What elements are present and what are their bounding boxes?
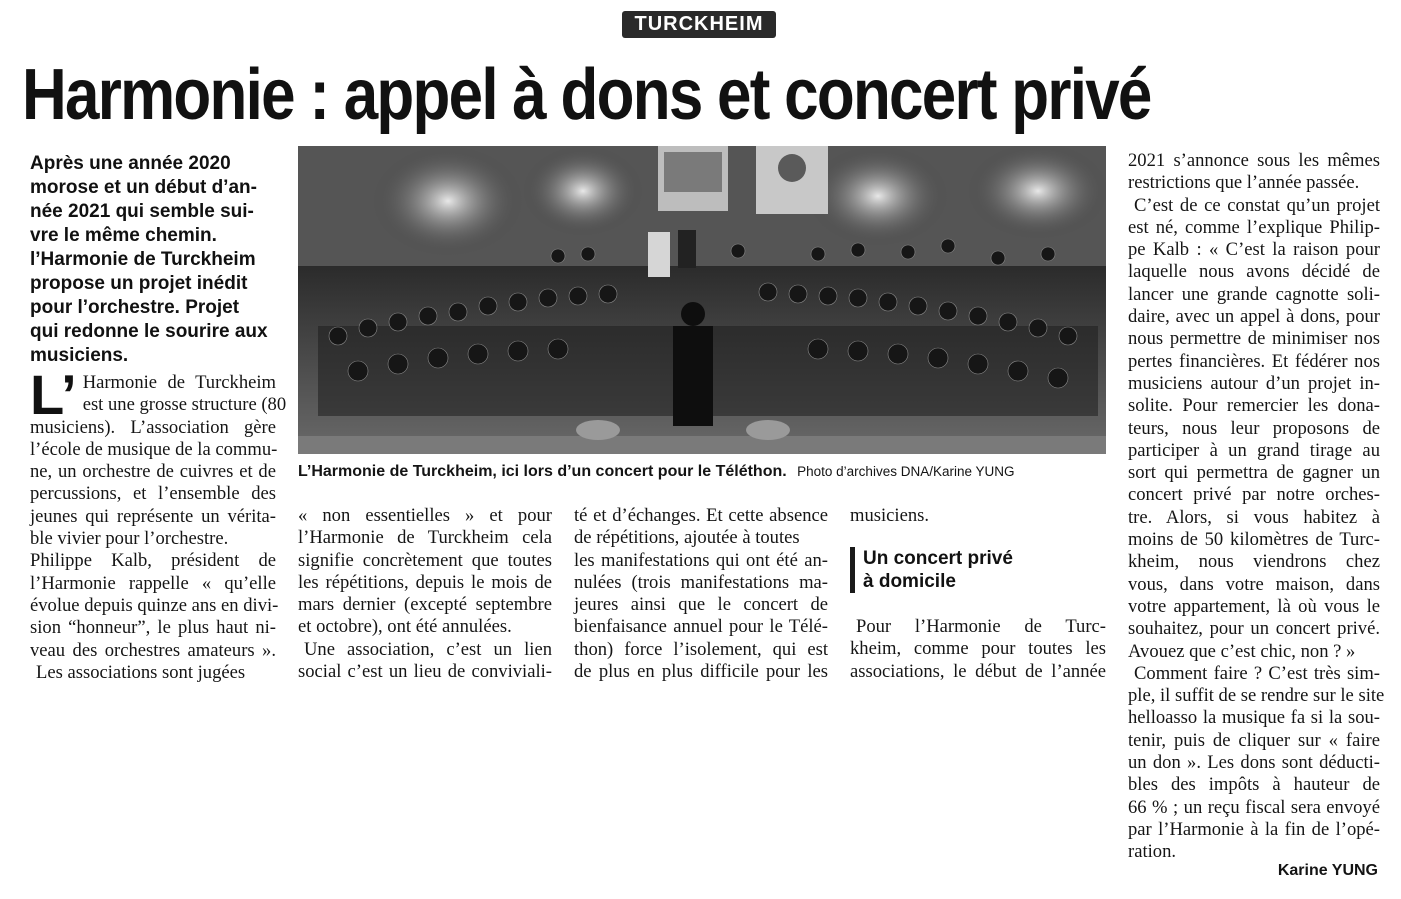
text-line: Harmonie de Turckheim [82,372,276,393]
text-line: Les associations sont jugées [36,661,246,683]
body-column-1 [30,363,287,684]
concert-photo [298,146,1106,454]
drop-cap: L’ [30,363,77,426]
text-line: ple, il suffit de se rendre sur le site [1128,685,1385,707]
text-line: helloasso la musique fa si la sou- [1128,707,1380,729]
photo-credit: Photo d’archives DNA/Karine YUNG [797,464,1015,479]
lead-line: musiciens. [30,345,129,366]
subheading [850,547,1103,593]
text-line: lancer une grande cagnotte soli- [1128,283,1380,305]
text-line: restrictions que l’année passée. [1128,172,1360,194]
text-line: social c’est un lieu de conviviali- [298,661,552,683]
text-line: moins de 50 kilomètres de Turc- [1128,529,1380,551]
text-line: jeunes qui représente un vérita- [30,505,276,527]
caption-text: L’Harmonie de Turckheim, ici lors d’un concert pour le Téléthon. [298,463,787,480]
body-column-4-top [850,505,1106,527]
text-line: Avouez que c’est chic, non ? » [1128,640,1356,662]
subheading-line: Un concert privé [863,548,1013,569]
headline: Harmonie : appel à dons et concert privé [22,55,1151,135]
text-line: musiciens. [850,505,930,526]
text-line: C’est de ce constat qu’un projet [1134,194,1380,216]
text-line: sion “honneur”, le plus haut ni- [30,617,276,639]
text-line: mars dernier (excepté septembre [298,594,552,616]
text-line: évolue depuis quinze ans en divi- [30,594,279,616]
photo-caption [298,459,1106,485]
text-line: signifie concrètement que toutes [298,549,552,571]
text-line: thon) force l’isolement, qui est [574,638,828,660]
text-line: l’Harmonie rappelle « qu’elle [30,572,276,594]
text-line: de répétitions, ajoutée à toutes [574,527,800,549]
text-line: té et d’échanges. Et cette absence [574,505,828,526]
text-line: participer à un grand tirage au [1128,439,1380,461]
text-line: et octobre), ont été annulées. [298,616,512,638]
text-line: musiciens autour d’un projet in- [1128,372,1380,394]
text-line: 66 % ; un reçu fiscal sera envoyé [1128,796,1380,818]
text-line: pe Kalb : « C’est la raison pour [1128,239,1380,261]
text-line: ble vivier pour l’orchestre. [30,528,229,550]
text-line: votre appartement, là où vous le [1128,595,1380,617]
lead-line: Après une année 2020 [30,153,231,174]
text-line: ration. [1128,841,1177,863]
subheading-line: à domicile [863,571,956,592]
text-line: veau des orchestres amateurs ». [30,639,276,661]
author-byline: Karine YUNG [1277,862,1378,879]
text-line: l’Harmonie de Turckheim cela [298,527,552,549]
text-line: associations, le début de l’année [850,660,1106,682]
section-kicker: TURCKHEIM [622,11,776,38]
text-line: teurs, nous leur proposons de [1128,417,1380,439]
lead-line: vre le même chemin. [30,225,217,246]
text-line: tenir, puis de cliquer sur « faire [1128,729,1380,751]
text-line: Pour l’Harmonie de Turc- [856,616,1106,637]
text-line: bles des impôts à hauteur de [1128,774,1380,796]
text-line: kheim, nous viendrons chez [1128,551,1380,573]
text-line: kheim, comme pour toutes les [850,638,1106,660]
body-column-5 [1128,150,1385,864]
text-line: percussions, et l’ensemble des [30,483,276,505]
text-line: nulées (trois manifestations ma- [574,571,828,593]
text-line: solite. Pour remercier les dona- [1128,395,1380,417]
text-line: nous permettre de minimiser nos [1128,328,1380,350]
text-line: jeures ainsi que le concert de [574,594,828,616]
lead-line: propose un projet inédit [30,273,248,294]
text-line: concert privé par notre orches- [1128,484,1380,506]
lead-line: qui redonne le sourire aux [30,321,268,342]
text-line: « non essentielles » et pour [298,505,552,526]
text-line: par l’Harmonie à la fin de l’opé- [1128,818,1380,840]
body-column-2 [298,505,552,683]
text-line: Philippe Kalb, président de [30,550,276,572]
text-line: les répétitions, depuis le mois de [298,571,552,593]
text-line: laquelle nous avons décidé de [1128,261,1380,283]
lead-paragraph [30,152,288,368]
text-line: 2021 s’annonce sous les mêmes [1128,150,1380,171]
text-line: daire, avec un appel à dons, pour [1128,306,1380,328]
text-line: Comment faire ? C’est très sim- [1134,662,1380,684]
lead-line: née 2021 qui semble sui- [30,201,254,222]
text-line: sort qui permettra de gagner un [1128,462,1380,484]
text-line: est une grosse structure (80 [82,394,287,416]
text-line: pertes financières. Et fédérer nos [1128,350,1380,372]
text-line: musiciens). L’association gère [30,416,276,438]
lead-line: pour l’orchestre. Projet [30,297,240,318]
text-line: l’école de musique de la commu- [30,438,278,460]
lead-line: morose et un début d’an- [30,177,257,198]
text-line: ne, un orchestre de cuivres et de [30,461,276,483]
text-line: tre. Alors, si vous habitez à [1128,506,1380,528]
text-line: les manifestations qui ont été an- [574,549,828,571]
text-line: est né, comme l’explique Philip- [1128,216,1380,238]
text-line: vous, dans votre maison, dans [1128,573,1380,595]
orchestra-photo-illustration [298,146,1106,454]
text-line: souhaitez, pour un concert privé. [1128,618,1380,640]
body-column-4 [850,616,1106,683]
text-line: Une association, c’est un lien [304,638,552,660]
lead-line: l’Harmonie de Turckheim [30,249,256,270]
body-column-3 [574,505,828,683]
text-line: un don ». Les dons sont déducti- [1128,752,1380,774]
text-line: bienfaisance annuel pour le Télé- [574,616,828,638]
text-line: de plus en plus difficile pour les [574,661,828,683]
